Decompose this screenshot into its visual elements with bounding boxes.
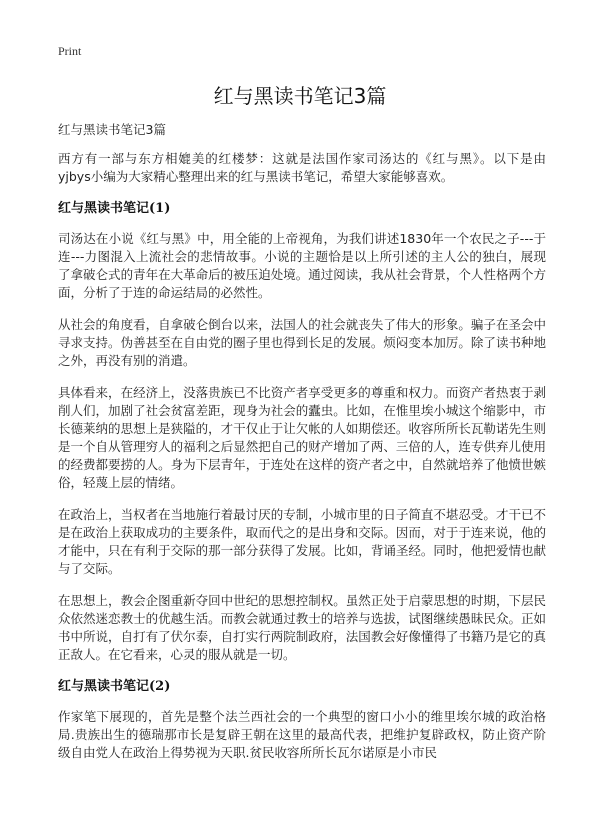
page-subtitle: 红与黑读书笔记3篇 [58,122,166,137]
paragraph: 从社会的角度看，自拿破仑倒台以来，法国人的社会就丧失了伟大的形象。骗子在圣会中寻求支持。伪善甚至在自由党的圈子里也得到长足的发展。烦闷变本加厉。除了读书种地之外，再没有别的消遣。 [58,317,546,368]
paragraph: 司汤达在小说《红与黑》中，用全能的上帝视角，为我们讲述1830年一个农民之子---于连---力图混入上流社会的悲情故事。小说的主题恰是以上所引述的主人公的独白，展现了拿破仑式的青年在大革命后的被压迫处境。通过阅读，我从社会背景，个人性格两个方面，分析了于连的命运结局的必然性。 [58,231,546,300]
article-body [58,150,546,776]
print-link[interactable]: Print [58,44,82,58]
paragraph: 在思想上，教会企图重新夺回中世纪的思想控制权。虽然正处于启蒙思想的时期，下层民众依然迷恋教士的优越生活。而教会就通过教士的培养与选拔，试图继续愚昧民众。正如书中所说，自打有了伏尔泰，自打实行两院制政府，法国教会好像懂得了书籍乃是它的真正敌人。在它看来，心灵的服从就是一切。 [58,593,546,662]
paragraph: 作家笔下展现的，首先是整个法兰西社会的一个典型的窗口小小的维里埃尔城的政治格局.贵族出生的德瑞那市长是复辟王朝在这里的最高代表，把维护复辟政权，防止资产阶级自由党人在政治上得势视为天职.贫民收容所所长瓦尔诺原是小市民 [58,709,546,760]
page-title: 红与黑读书笔记3篇 [213,84,387,108]
paragraph: 具体看来，在经济上，没落贵族已不比资产者享受更多的尊重和权力。而资产者热衷于剥削人们，加剧了社会贫富差距，现身为社会的蠹虫。比如，在惟里埃小城这个缩影中，市长德莱纳的思想上是狭隘的，才干仅止于让欠帐的人如期偿还。收容所所长瓦勒诺先生则是一个自从管理穷人的福利之后显然把自己的财产增加了两、三倍的人，连专供弃儿使用的经费都要捞的人。身为下层青年，于连处在这样的资产者之中，自然就培养了他愤世嫉俗，轻蔑上层的情绪。 [58,385,546,490]
section-1-heading: 红与黑读书笔记(1) [58,201,171,216]
section-2-heading: 红与黑读书笔记(2) [58,679,171,694]
intro-paragraph: 西方有一部与东方相媲美的红楼梦：这就是法国作家司汤达的《红与黑》。以下是由yjbys小编为大家精心整理出来的红与黑读书笔记，希望大家能够喜欢。 [58,151,546,184]
paragraph: 在政治上，当权者在当地施行着最讨厌的专制，小城市里的日子简直不堪忍受。才干已不是在政治上获取成功的主要条件，取而代之的是出身和交际。因而，对于于连来说，他的才能中，只在有利于交际的那一部分获得了发展。比如，背诵圣经。同时，他把爱情也献与了交际。 [58,507,546,576]
